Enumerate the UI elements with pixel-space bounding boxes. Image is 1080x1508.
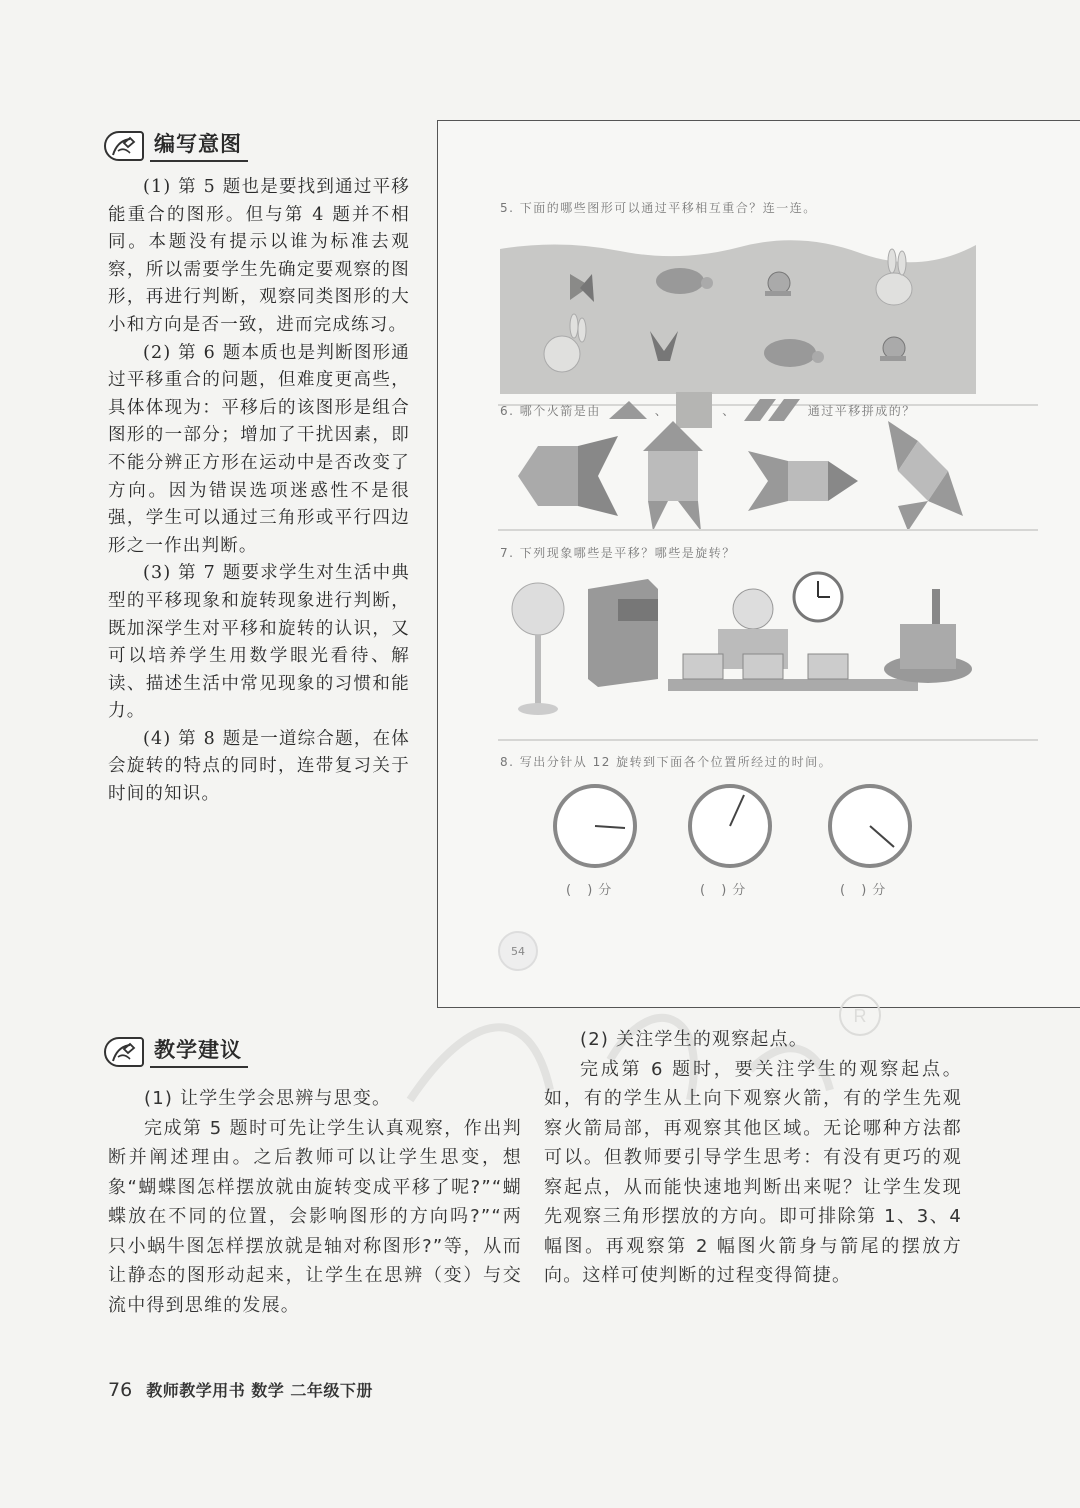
subheading: (2) 关注学生的观察起点。 (580, 1029, 809, 1050)
rocket-option-1 (518, 436, 618, 516)
clock-faces-figure (550, 781, 920, 876)
paragraph: (1) 第 5 题也是要找到通过平移能重合的图形。但与第 4 题并不相同。本题没有提示以谁为标准去观察，所以需要学生先确定要观察的图形，再进行判断，观察同类图形的大小和方向是否一致，进而完成练习。 (108, 177, 410, 335)
drawer-cabinet-icon (588, 579, 658, 687)
clock-face-icon (555, 786, 635, 866)
clock-face-icon (690, 786, 770, 866)
section-header-writing-intent (104, 130, 248, 162)
separator: 、 (654, 403, 669, 418)
section-title: 编写意图 (150, 130, 248, 162)
paragraph: 完成第 5 题时可先让学生认真观察，作出判断并阐述理由。之后教师可以让学生思变，想象“蝴蝶图怎样摆放就由旋转变成平移了呢?”“蝴蝶放在不同的位置，会影响图形的方向吗?”“两只小蜗牛图怎样摆放就是轴对称图形?”等，从而让静态的图形动起来，让学生在思辨（变）与交流中得到思维的发展。 (108, 1117, 522, 1316)
rabbit-icon (876, 249, 912, 305)
paragraph: (2) 第 6 题本质也是判断图形通过平移重合的问题，但难度更高些，具体体现为：平移后的该图形是组合图形的一部分；增加了干扰因素，即不能分辨正方形在运动中是否改变了方向。因为错误选项迷惑性不是很强，学生可以通过三角形或平行四边形之一作出判断。 (108, 342, 410, 556)
page-number: 76 (108, 1379, 133, 1401)
section-title: 教学建议 (150, 1036, 248, 1068)
clock-face-icon (830, 786, 910, 866)
stone-mill-icon (884, 589, 972, 683)
divider (498, 739, 1038, 741)
question-6-suffix: 通过平移拼成的？ (807, 403, 916, 418)
motion-phenomena-figure (508, 569, 978, 729)
teaching-suggestions-body (108, 1084, 522, 1320)
subheading: (1) 让学生学会思辨与思变。 (144, 1088, 392, 1109)
rocket-option-2 (643, 421, 703, 531)
svg-text:R: R (853, 1006, 867, 1026)
paragraph: (3) 第 7 题要求学生对生活中典型的平移现象和旋转现象进行判断，既加深学生对平移和旋转的认识，又可以培养学生用数学眼光看待、解读、描述生活中常见现象的习惯和能力。 (108, 563, 410, 722)
question-8: 8. 写出分针从 12 旋转到下面各个位置所经过的时间。 (500, 755, 833, 769)
writing-intent-body (108, 174, 410, 809)
assembly-line-worker-icon (668, 589, 918, 691)
question-7: 7. 下列现象哪些是平移？哪些是旋转？ (500, 546, 736, 560)
wall-clock-icon (794, 573, 842, 621)
page-footer (108, 1378, 373, 1401)
answer-blank: ( )分 (700, 883, 752, 898)
paragraph: (4) 第 8 题是一道综合题，在体会旋转的特点的同时，连带复习关于时间的知识。 (108, 728, 410, 805)
separator: 、 (722, 403, 736, 418)
triangle-piece-icon (607, 399, 649, 421)
paragraph: 完成第 6 题时，要关注学生的观察起点。如，有的学生从上向下观察火箭，有的学生先观察火箭局部，再观察其他区域。无论哪种方法都可以。但教师要引导学生思考：有没有更巧的观察起点，从而能快速地判断出来呢？让学生发现先观察三角形摆放的方向。即可排除第 1、3、4 幅图。再观察第 2 幅图火箭身与箭尾的摆放方向。这样可使判断的过程变得简捷。 (544, 1058, 962, 1286)
observation-start-body (544, 1025, 962, 1291)
parallelogram-piece-icon (742, 397, 802, 423)
answer-blank: ( )分 (566, 883, 618, 898)
textbook-page-number: 54 (498, 931, 538, 971)
rocket-option-4 (888, 421, 963, 531)
rocket-option-3 (748, 451, 858, 511)
translation-matching-scene (500, 239, 976, 394)
pencil-hand-icon (104, 1037, 144, 1067)
divider (498, 529, 1038, 531)
question-5: 5. 下面的哪些图形可以通过平移相互重合？连一连。 (500, 201, 817, 215)
question-6-prefix: 6. 哪个火箭是由 (500, 403, 601, 418)
rocket-options-figure (518, 421, 968, 531)
electric-fan-icon (512, 583, 564, 715)
scene-illustration (500, 239, 976, 394)
book-title: 教师教学用书 数学 二年级下册 (146, 1381, 373, 1400)
pencil-hand-icon (104, 131, 144, 161)
textbook-page-panel (437, 120, 1080, 1008)
section-header-teaching-suggestions (104, 1036, 248, 1068)
answer-blank: ( )分 (840, 883, 892, 898)
